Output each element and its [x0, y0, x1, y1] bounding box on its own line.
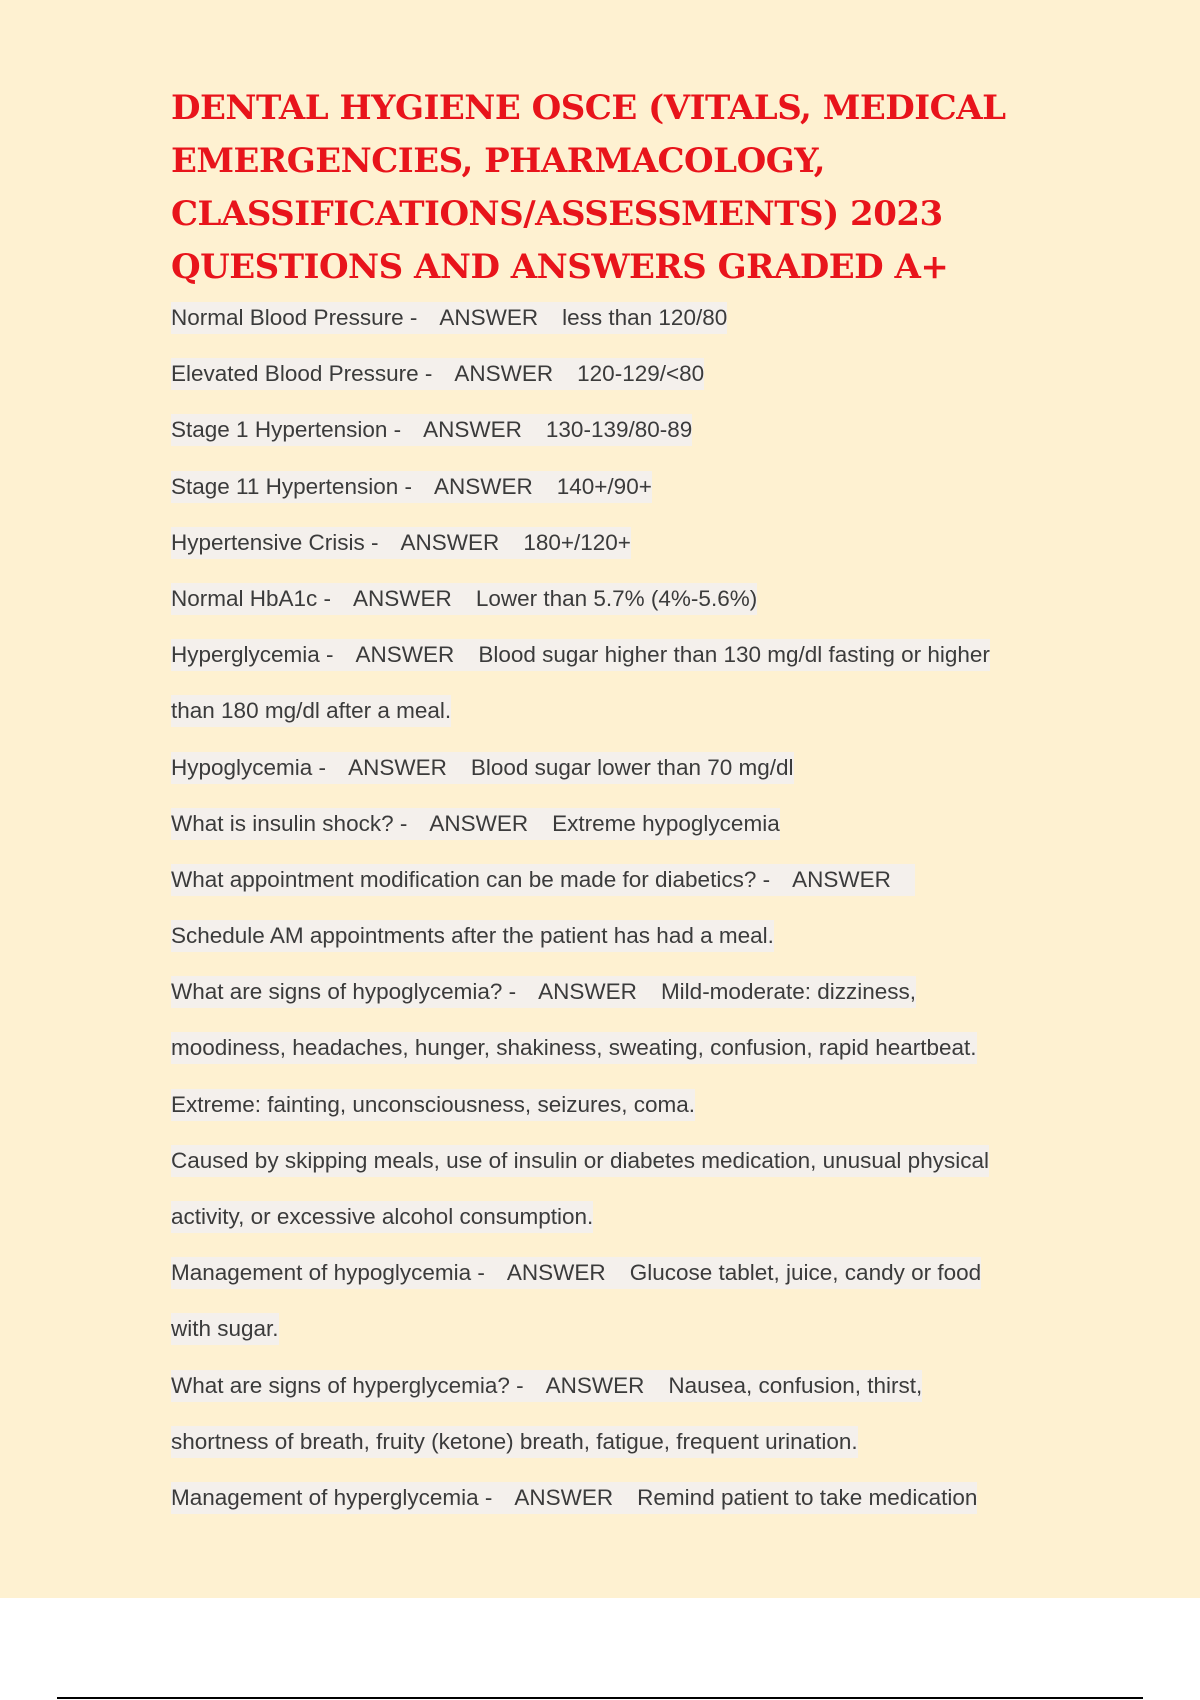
qa-line-text: [171, 864, 915, 896]
qa-line-text: [171, 1426, 858, 1458]
answer-text: activity, or excessive alcohol consumption.: [171, 1204, 594, 1229]
qa-line-text: [171, 1032, 977, 1064]
question-text: Normal HbA1c -: [171, 585, 332, 611]
answer-text: with sugar.: [171, 1316, 279, 1342]
qa-line: [171, 1470, 1071, 1526]
qa-line: [171, 1414, 1071, 1470]
qa-line: [171, 796, 1071, 852]
qa-line: [171, 908, 1071, 964]
answer-label: ANSWER: [506, 1260, 606, 1286]
qa-line: [171, 346, 1071, 402]
question-text: Elevated Blood Pressure -: [171, 361, 433, 387]
question-text: Hyperglycemia -: [171, 642, 334, 668]
answer-label: ANSWER: [429, 810, 529, 836]
question-text: What are signs of hyperglycemia? -: [171, 1372, 524, 1398]
answer-label: ANSWER: [792, 866, 891, 892]
qa-line-text: [171, 527, 631, 559]
qa-line: [171, 1133, 1071, 1189]
qa-line: [171, 1189, 1071, 1245]
answer-label: ANSWER: [433, 473, 533, 499]
question-text: Hypertensive Crisis -: [171, 529, 379, 555]
answer-label: ANSWER: [545, 1372, 645, 1398]
question-text: Management of hypoglycemia -: [171, 1260, 485, 1286]
qa-line: [171, 1301, 1071, 1357]
answer-label: ANSWER: [423, 417, 522, 443]
qa-line-text: [171, 1201, 593, 1233]
answer-label: ANSWER: [439, 305, 539, 330]
qa-line-text: [171, 471, 652, 503]
qa-line-text: [171, 1313, 279, 1345]
qa-line-text: [171, 302, 727, 334]
answer-text: Remind patient to take medication: [637, 1484, 978, 1510]
question-text: What is insulin shock? -: [171, 810, 408, 836]
qa-line: [171, 515, 1071, 571]
question-text: Normal Blood Pressure -: [171, 305, 418, 330]
question-text: What appointment modification can be made for diabetics? -: [171, 866, 771, 892]
page-divider: [57, 1697, 1143, 1699]
qa-line-text: [171, 358, 704, 390]
answer-text: Schedule AM appointments after the patient has had a meal.: [171, 923, 774, 949]
qa-line: [171, 402, 1071, 458]
answer-label: ANSWER: [355, 642, 455, 668]
qa-line: [171, 964, 1071, 1020]
answer-text: 130-139/80-89: [545, 417, 693, 443]
answer-text: Glucose tablet, juice, candy or food: [629, 1260, 982, 1286]
answer-text: 180+/120+: [523, 529, 631, 555]
qa-line-text: [171, 808, 780, 840]
answer-text: Blood sugar higher than 130 mg/dl fasting or higher: [478, 642, 990, 668]
qa-line: [171, 852, 1071, 908]
qa-line-text: [171, 1257, 981, 1289]
qa-line-text: [171, 1370, 922, 1402]
answer-label: ANSWER: [348, 754, 447, 780]
answer-text: Extreme hypoglycemia: [552, 810, 780, 836]
qa-line: [171, 1020, 1071, 1076]
question-text: Stage 11 Hypertension -: [171, 473, 412, 499]
answer-label: ANSWER: [454, 361, 554, 387]
document-content: [171, 82, 1071, 1526]
question-text: Stage 1 Hypertension -: [171, 417, 402, 443]
answer-text: than 180 mg/dl after a meal.: [171, 698, 452, 724]
qa-line-text: [171, 1145, 989, 1177]
qa-line-text: [171, 414, 692, 446]
qa-line-text: [171, 1089, 695, 1121]
answer-text: 140+/90+: [556, 473, 652, 499]
answer-text: Blood sugar lower than 70 mg/dl: [470, 754, 794, 780]
answer-label: ANSWER: [353, 585, 452, 611]
answer-text: Mild-moderate: dizziness,: [660, 979, 917, 1005]
answer-text: less than 120/80: [562, 305, 728, 330]
qa-line: [171, 290, 1071, 346]
question-text: What are signs of hypoglycemia? -: [171, 979, 517, 1005]
answer-text: shortness of breath, fruity (ketone) breath, fatigue, frequent urination.: [171, 1428, 858, 1454]
qa-list: [171, 290, 1071, 1526]
qa-line-text: [171, 639, 990, 671]
answer-text: Lower than 5.7% (4%-5.6%): [475, 585, 758, 611]
qa-line-text: [171, 752, 794, 784]
qa-line-text: [171, 583, 757, 615]
qa-line: [171, 1245, 1071, 1301]
qa-line-text: [171, 920, 774, 952]
qa-line: [171, 571, 1071, 627]
qa-line-text: [171, 1482, 977, 1514]
question-text: Hypoglycemia -: [171, 754, 327, 780]
answer-label: ANSWER: [514, 1484, 614, 1510]
qa-line: [171, 683, 1071, 739]
qa-line: [171, 627, 1071, 683]
answer-text: Extreme: fainting, unconsciousness, seizures, coma.: [171, 1091, 695, 1117]
answer-label: ANSWER: [538, 979, 637, 1005]
answer-label: ANSWER: [400, 529, 500, 555]
qa-line: [171, 1358, 1071, 1414]
answer-text: 120-129/<80: [577, 361, 705, 387]
document-title: DENTAL HYGIENE OSCE (VITALS, MEDICAL EMERGENCIES, PHARMACOLOGY, CLASSIFICATIONS/ASSESSMENTS) 2023 QUESTIONS AND ANSWERS GRADED A+: [171, 88, 1006, 287]
qa-line: [171, 1077, 1071, 1133]
qa-line-text: [171, 976, 916, 1008]
answer-text: Nausea, confusion, thirst,: [668, 1372, 923, 1398]
answer-text: moodiness, headaches, hunger, shakiness, sweating, confusion, rapid heartbeat.: [171, 1035, 977, 1061]
answer-text: Caused by skipping meals, use of insulin or diabetes medication, unusual physical: [171, 1147, 989, 1173]
question-text: Management of hyperglycemia -: [171, 1484, 493, 1510]
qa-line: [171, 459, 1071, 515]
qa-line-text: [171, 695, 451, 727]
qa-line: [171, 740, 1071, 796]
